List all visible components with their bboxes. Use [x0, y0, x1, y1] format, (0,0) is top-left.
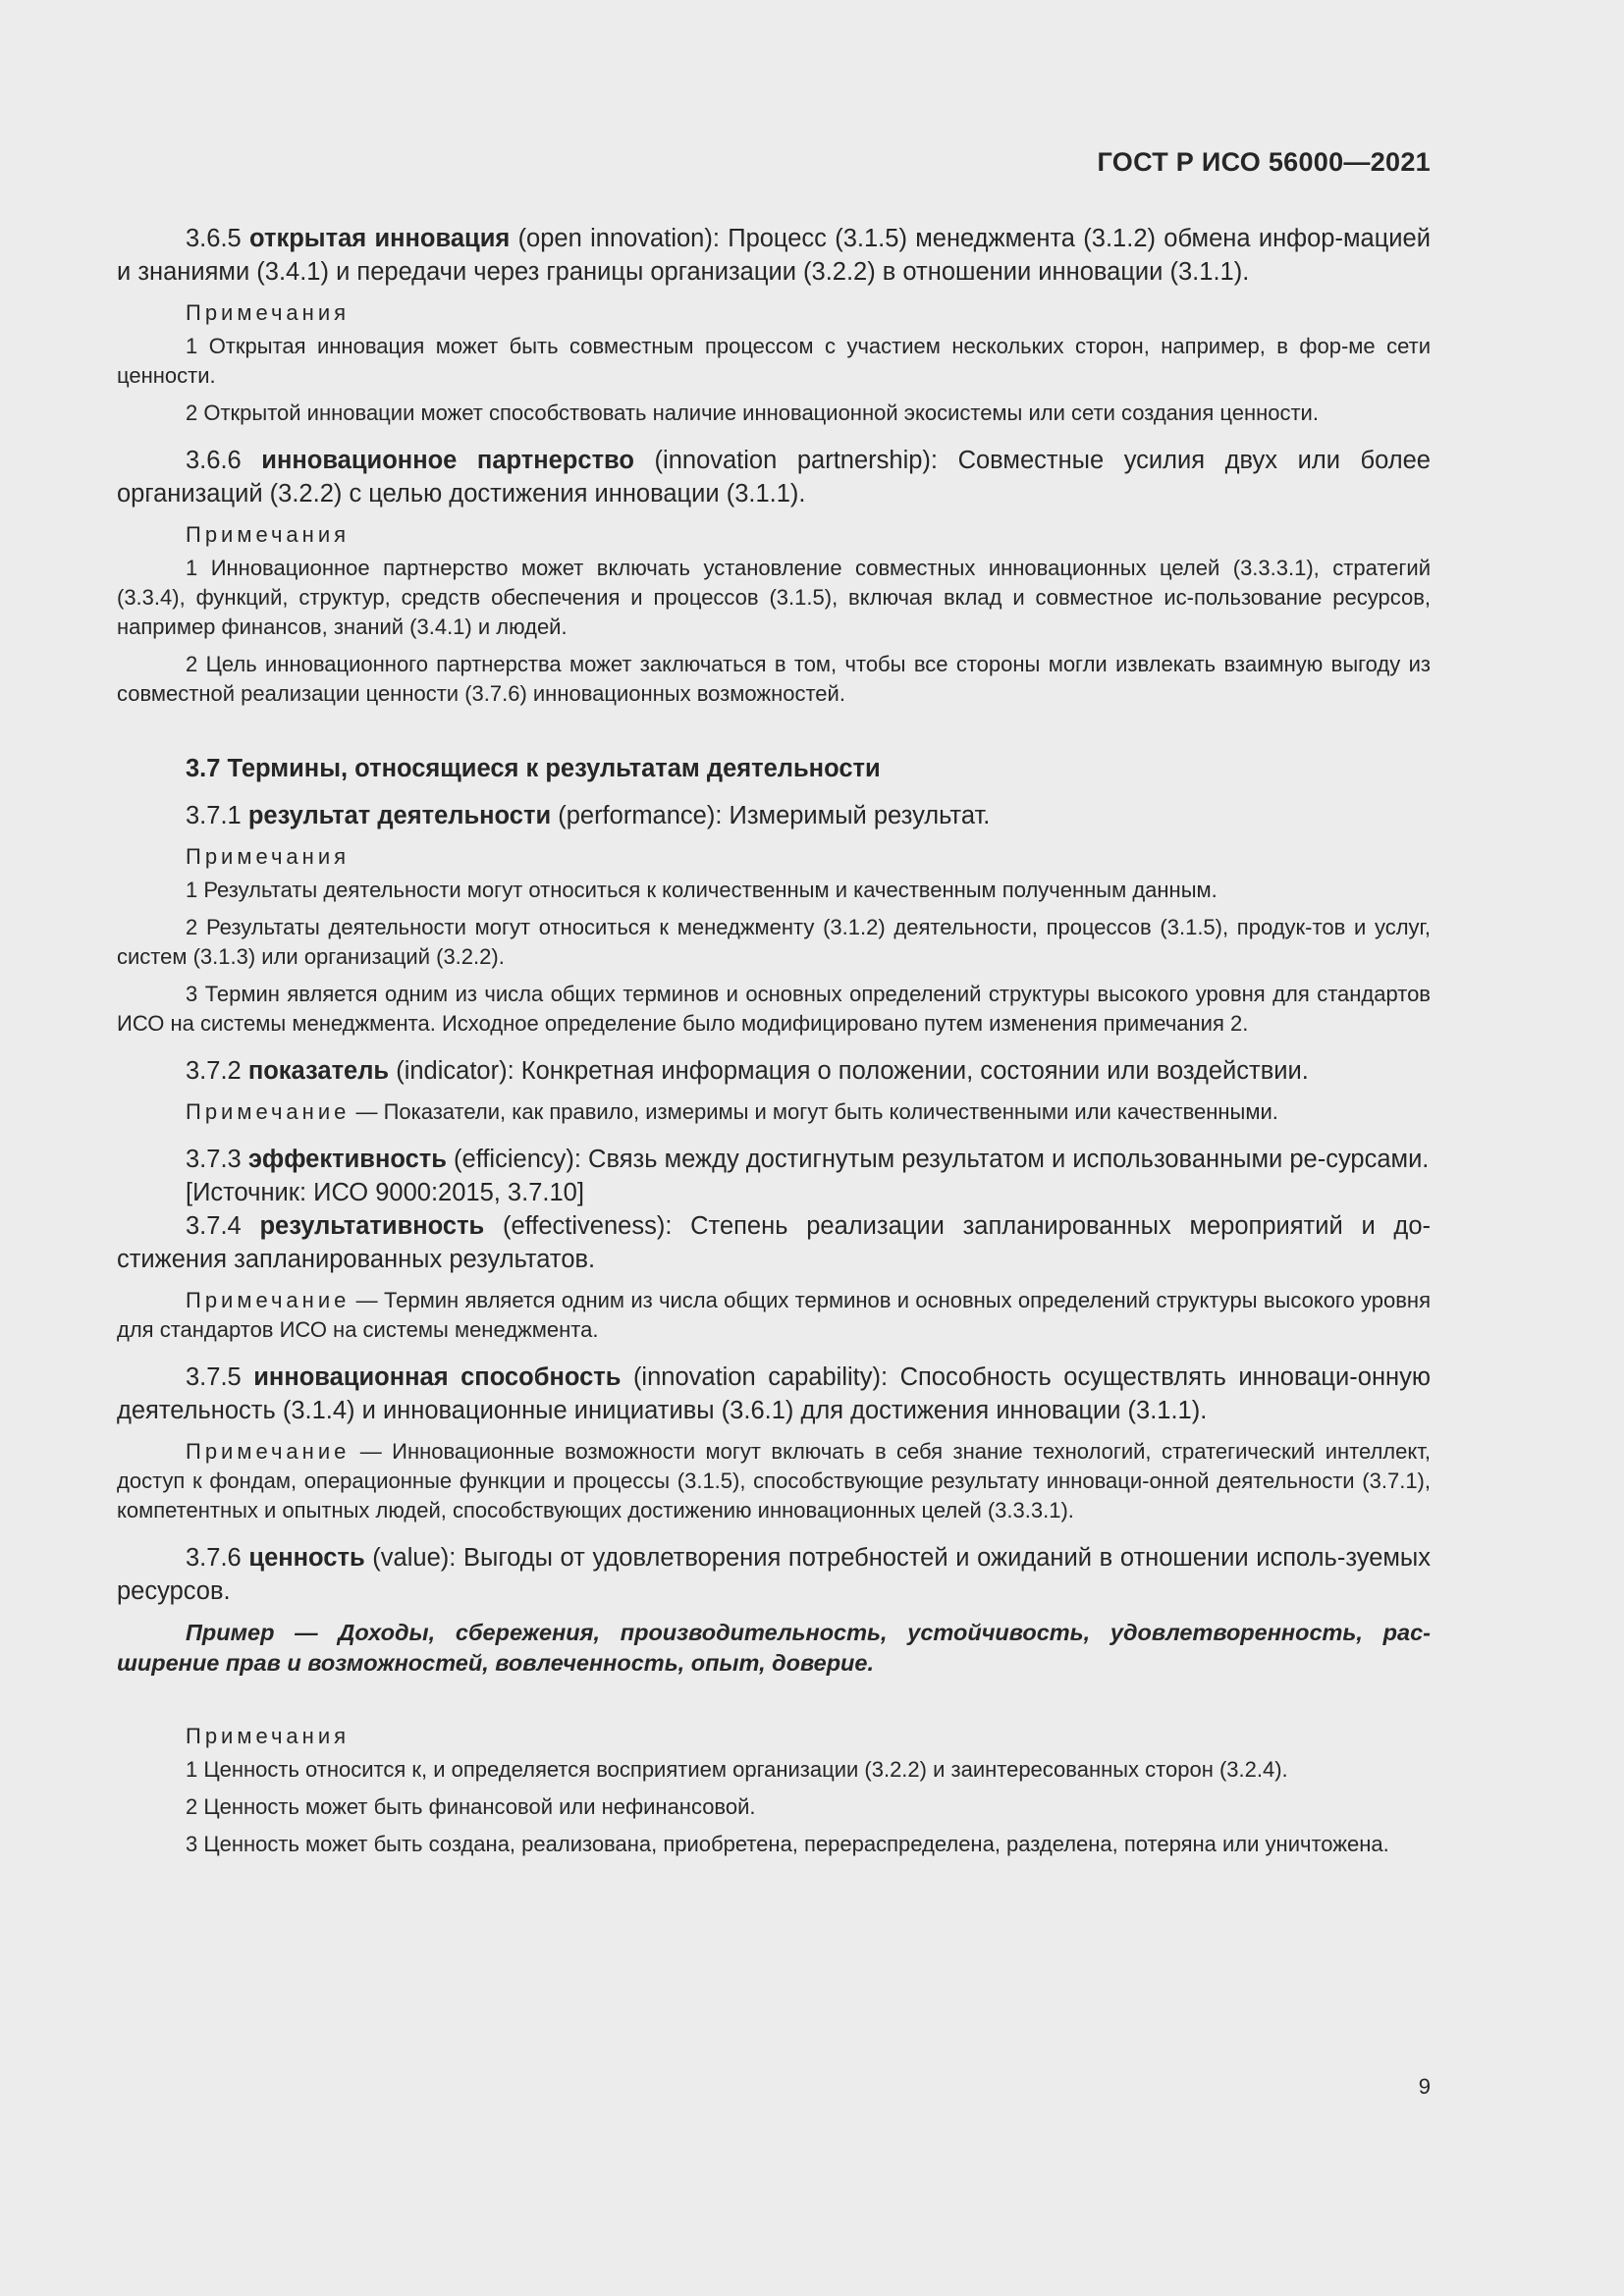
term-name: инновационное партнерство: [261, 447, 634, 474]
notes-heading: Примечания: [186, 844, 351, 869]
note: 1 Результаты деятельности могут относиться к количественным и качественным полученным данным.: [186, 878, 1218, 902]
term-definition: (value): Выгоды от удовлетворения потребностей и ожиданий в отношении исполь-зуемых ресурсов.: [117, 1544, 1431, 1605]
note-text: — Термин является одним из числа общих терминов и основных определений структуры высокого уровня для стандартов ИСО на системы менеджмента.: [117, 1288, 1431, 1342]
term-definition: (efficiency): Связь между достигнутым результатом и использованными ре-сурсами.: [446, 1146, 1430, 1173]
term-number: 3.7.5: [186, 1363, 254, 1391]
note: 2 Ценность может быть финансовой или нефинансовой.: [186, 1794, 756, 1819]
term-3-6-5: [117, 222, 1431, 289]
term-3-6-6: [117, 444, 1431, 510]
term-definition: (innovation capability): Способность осуществлять инноваци-онную деятельность (3.1.4) и инновационные инициативы (3.6.1) для достижения инновации (3.1.1).: [117, 1363, 1431, 1424]
term-name: результативность: [259, 1212, 485, 1240]
document-header: ГОСТ Р ИСО 56000—2021: [1097, 147, 1431, 177]
note-text: — Инновационные возможности могут включать в себя знание технологий, стратегический интеллект, доступ к фондам, операционные функции и процессы (3.1.5), способствующие результату инноваци-онной деятельности (3.7.1), компетентных и опытных людей, способствующих достижению инновационных целей (3.3.3.1).: [117, 1439, 1431, 1522]
term-name: открытая инновация: [249, 225, 511, 252]
note: 2 Открытой инновации может способствовать наличие инновационной экосистемы или сети создания ценности.: [186, 400, 1319, 425]
term-definition: (performance): Измеримый результат.: [551, 802, 991, 829]
term-definition: (indicator): Конкретная информация о положении, состоянии или воздействии.: [389, 1057, 1309, 1085]
note: 3 Ценность может быть создана, реализована, приобретена, перераспределена, разделена, потеряна или уничтожена.: [186, 1832, 1389, 1856]
note: [117, 1437, 1431, 1525]
term-source: [Источник: ИСО 9000:2015, 3.7.10]: [186, 1179, 584, 1206]
note: 3 Термин является одним из числа общих терминов и основных определений структуры высокого уровня для стандартов ИСО на системы менеджмента. Исходное определение было модифицировано путем изменения примечания 2.: [117, 982, 1431, 1036]
note: 1 Ценность относится к, и определяется восприятием организации (3.2.2) и заинтересованных сторон (3.2.4).: [186, 1757, 1288, 1782]
term-number: 3.6.6: [186, 447, 262, 474]
term-name: эффективность: [247, 1146, 447, 1173]
term-number: 3.7.1: [186, 802, 248, 829]
note: [117, 1097, 1431, 1127]
note-label: Примечание: [186, 1288, 351, 1312]
term-number: 3.7.3: [186, 1146, 248, 1173]
term-name: ценность: [248, 1544, 365, 1572]
note: 1 Открытая инновация может быть совместным процессом с участием нескольких сторон, например, в фор-ме сети ценности.: [117, 334, 1431, 388]
term-3-7-4: [117, 1209, 1431, 1276]
term-name: результат деятельности: [247, 802, 552, 829]
example-text: Пример — Доходы, сбережения, производительность, устойчивость, удовлетворенность, рас-ширение прав и возможностей, вовлеченность, опыт, доверие.: [117, 1620, 1431, 1676]
term-number: 3.7.6: [186, 1544, 249, 1572]
section-heading: 3.7 Термины, относящиеся к результатам деятельности: [186, 755, 881, 782]
notes-heading: Примечания: [186, 300, 351, 325]
term-name: показатель: [247, 1057, 390, 1085]
note-label: Примечание: [186, 1099, 351, 1124]
notes-heading: Примечания: [186, 522, 351, 547]
term-definition: (open innovation): Процесс (3.1.5) менеджмента (3.1.2) обмена инфор-мацией и знаниями (3.4.1) и передачи через границы организации (3.2.2) в отношении инновации (3.1.1).: [117, 225, 1431, 286]
term-number: 3.7.2: [186, 1057, 248, 1085]
term-3-7-2: [117, 1054, 1431, 1088]
term-3-7-5: [117, 1361, 1431, 1427]
note: 2 Цель инновационного партнерства может заключаться в том, чтобы все стороны могли извлекать взаимную выгоду из совместной реализации ценности (3.7.6) инновационных возможностей.: [117, 652, 1431, 706]
page-number: 9: [1418, 2074, 1431, 2099]
note: 2 Результаты деятельности могут относиться к менеджменту (3.1.2) деятельности, процессов (3.1.5), продук-тов и услуг, систем (3.1.3) или организаций (3.2.2).: [117, 915, 1431, 969]
term-3-7-1: [117, 799, 1431, 832]
note-label: Примечание: [186, 1439, 351, 1464]
page-content: [117, 222, 1431, 1867]
term-definition: (effectiveness): Степень реализации запланированных мероприятий и до-стижения запланированных результатов.: [117, 1212, 1431, 1273]
term-number: 3.7.4: [186, 1212, 260, 1240]
term-name: инновационная способность: [253, 1363, 622, 1391]
term-definition: (innovation partnership): Совместные усилия двух или более организаций (3.2.2) с целью достижения инновации (3.1.1).: [117, 447, 1431, 507]
notes-heading: Примечания: [186, 1724, 351, 1748]
term-3-7-3: [117, 1143, 1431, 1176]
term-3-7-6: [117, 1541, 1431, 1608]
note: [117, 1286, 1431, 1345]
note: 1 Инновационное партнерство может включать установление совместных инновационных целей (3.3.3.1), стратегий (3.3.4), функций, структур, средств обеспечения и процессов (3.1.5), включая вклад и совместное ис-пользование ресурсов, например финансов, знаний (3.4.1) и людей.: [117, 556, 1431, 639]
term-number: 3.6.5: [186, 225, 250, 252]
note-text: — Показатели, как правило, измеримы и могут быть количественными или качественными.: [350, 1099, 1278, 1124]
